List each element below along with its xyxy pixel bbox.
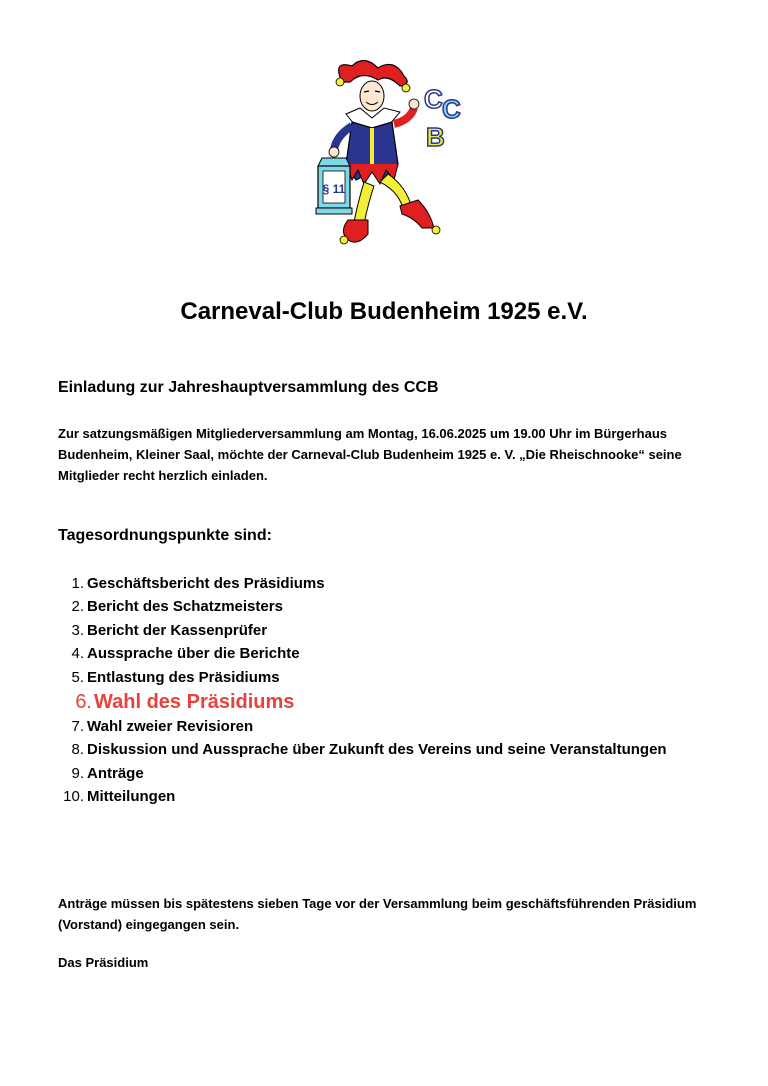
agenda-item [0, 666, 700, 689]
agenda-item [0, 762, 700, 785]
agenda-item-text: Diskussion und Aussprache über Zukunft des Vereins und seine Veranstaltungen [87, 741, 667, 759]
jester-logo-icon [302, 52, 464, 262]
agenda-item-text: Anträge [87, 764, 144, 782]
agenda-item-text: Wahl des Präsidiums [94, 691, 295, 714]
lantern-text: § 11 [322, 182, 346, 196]
logo-letter-b: B [426, 122, 445, 152]
agenda-item-text: Mitteilungen [87, 788, 176, 806]
agenda-heading: Tagesordnungspunkte sind: [58, 527, 272, 544]
agenda-item-number: 7. [71, 718, 84, 736]
intro-paragraph: Zur satzungsmäßigen Mitgliederversammlung am Montag, 16.06.2025 um 19.00 Uhr im Bürgerhaus Budenheim, Kleiner Saal, möchte der Carneval-Club Budenheim 1925 e. V. „Die Rheischnooke“ seine Mitglieder recht herzlich einladen. [58, 426, 682, 483]
agenda-item-number: 6. [75, 691, 92, 714]
agenda-list [0, 572, 700, 809]
invitation-subtitle: Einladung zur Jahreshauptversammlung des CCB [58, 379, 439, 396]
agenda-item-number: 2. [71, 598, 84, 616]
agenda-item-number: 3. [71, 621, 84, 639]
agenda-item-text: Geschäftsbericht des Präsidiums [87, 575, 325, 592]
agenda-item [0, 572, 700, 595]
agenda-item-text: Bericht des Schatzmeisters [87, 598, 283, 616]
page-title: Carneval-Club Budenheim 1925 e.V. [180, 298, 588, 325]
agenda-item [0, 619, 700, 642]
agenda-item [0, 738, 700, 761]
agenda-item [0, 642, 700, 665]
logo-letter-c2: C [442, 94, 461, 124]
agenda-item-number: 9. [71, 764, 84, 782]
agenda-item-text: Wahl zweier Revisioren [87, 718, 254, 736]
agenda-item [0, 715, 700, 738]
agenda-item-highlighted [0, 689, 700, 715]
agenda-item-number: 1. [71, 575, 84, 592]
agenda-item-number: 4. [71, 645, 84, 663]
agenda-item-number: 8. [71, 741, 84, 759]
signature: Das Präsidium [58, 955, 149, 970]
agenda-item-text: Aussprache über die Berichte [87, 645, 300, 663]
agenda-item-text: Bericht der Kassenprüfer [87, 621, 268, 639]
agenda-item [0, 595, 700, 618]
agenda-item [0, 785, 700, 808]
logo-letter-c1: C [424, 84, 443, 114]
agenda-item-text: Entlastung des Präsidiums [87, 668, 280, 686]
agenda-item-number: 10. [63, 788, 84, 806]
deadline-notice: Anträge müssen bis spätestens sieben Tage vor der Versammlung beim geschäftsführenden Präsidium (Vorstand) eingegangen sein. [58, 896, 697, 932]
agenda-item-number: 5. [71, 668, 84, 686]
